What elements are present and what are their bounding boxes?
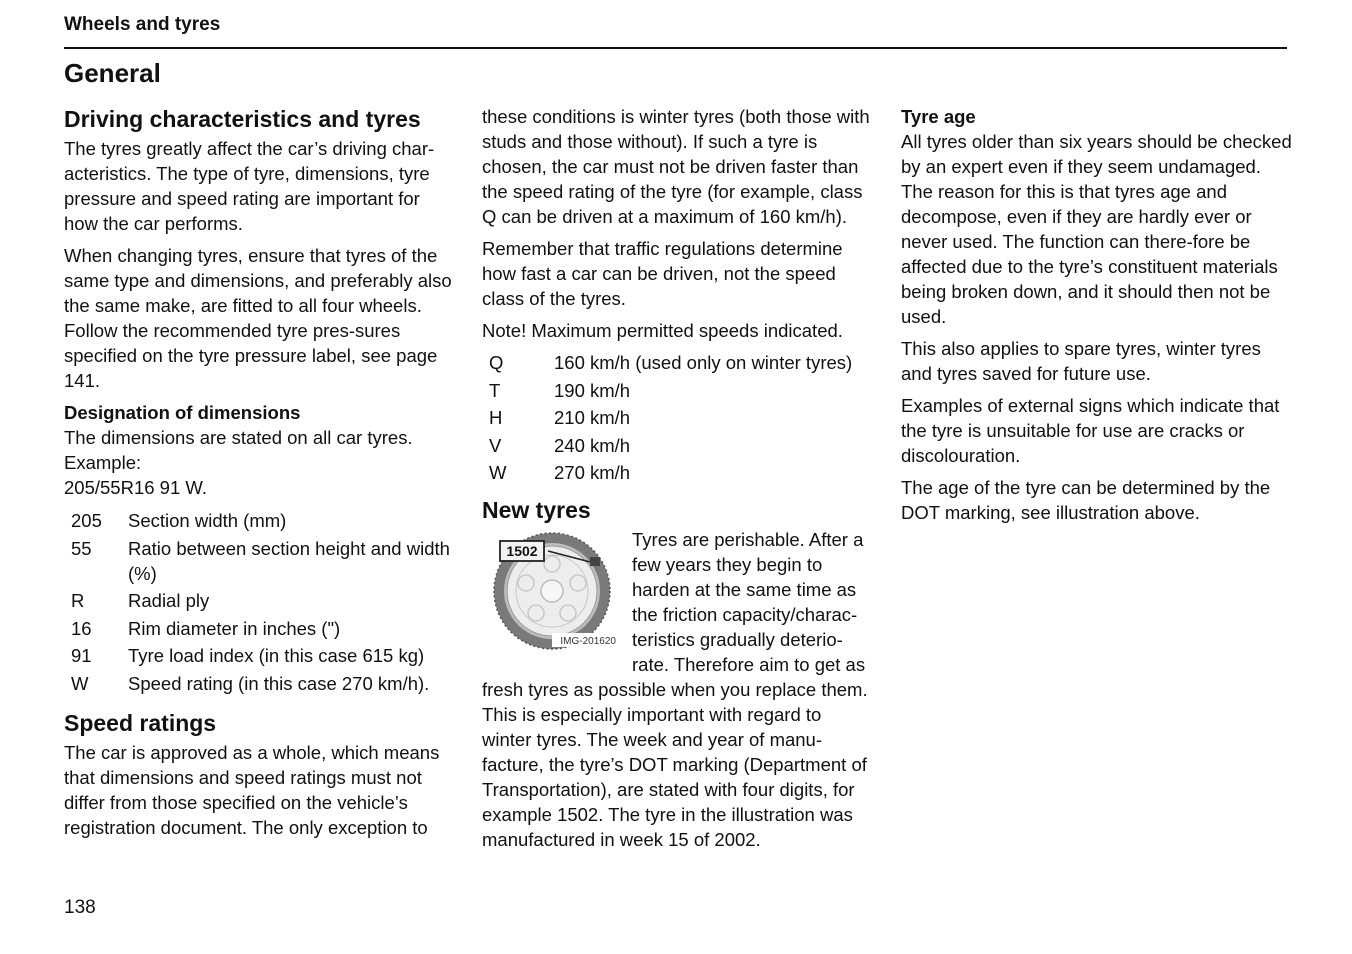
speed-class-letter: V bbox=[489, 434, 502, 456]
page-number: 138 bbox=[64, 897, 96, 918]
designation-intro bbox=[64, 425, 456, 500]
dimension-row bbox=[64, 616, 456, 641]
speed-class-letter: H bbox=[489, 407, 503, 428]
dimension-desc: Radial ply bbox=[128, 590, 210, 611]
dimension-list bbox=[64, 508, 456, 696]
image-id-label: IMG-201620 bbox=[560, 636, 616, 647]
dimension-row bbox=[64, 671, 456, 696]
dimension-desc: Section width (mm) bbox=[128, 510, 287, 531]
heading-speed-ratings: Speed ratings bbox=[64, 709, 217, 736]
speed-class-row bbox=[482, 405, 874, 430]
speed-class-row bbox=[482, 378, 874, 403]
dimension-row bbox=[64, 643, 456, 668]
paragraph-tyre-age-1: All tyres older than six years should be checked by an expert even if they seem undamaged. The reason for this is that tyres age and decompose, even if they are hardly ever or never used. The function can there-fore be affected due to the tyre’s constituent materials being broken down, and it should then not be used. bbox=[901, 131, 1292, 327]
dimension-row bbox=[64, 536, 456, 586]
dimension-code: R bbox=[71, 590, 85, 611]
column-2 bbox=[482, 104, 874, 859]
paragraph-tyre-age-2: This also applies to spare tyres, winter tyres and tyres saved for future use. bbox=[901, 338, 1261, 384]
speed-class-value: 240 km/h bbox=[554, 434, 631, 456]
paragraph-winter-exception: these conditions is winter tyres (both those with studs and those without). If such a tyre is chosen, the car must not be driven faster than the speed rating of the tyre (for example, class Q can be driven at a maximum of 160 km/h). bbox=[482, 106, 870, 227]
speed-class-letter: Q bbox=[489, 352, 504, 373]
dimension-desc: Tyre load index (in this case 615 kg) bbox=[128, 645, 425, 666]
column-3 bbox=[901, 104, 1293, 532]
heading-new-tyres: New tyres bbox=[482, 497, 591, 523]
paragraph-tyre-age-4: The age of the tyre can be determined by the DOT marking, see illustration above. bbox=[901, 477, 1271, 523]
heading-designation: Designation of dimensions bbox=[64, 402, 301, 423]
speed-class-letter: T bbox=[489, 379, 501, 401]
column-1 bbox=[64, 104, 456, 847]
speed-class-value: 210 km/h bbox=[554, 407, 631, 428]
speed-class-value: 190 km/h bbox=[554, 379, 631, 401]
designation-line: Example: bbox=[64, 452, 142, 473]
dot-code-label: 1502 bbox=[506, 543, 538, 559]
paragraph-traffic-regulations: Remember that traffic regulations determine how fast a car can be driven, not the speed class of the tyres. bbox=[482, 238, 843, 309]
dimension-row bbox=[64, 588, 456, 613]
dimension-code: W bbox=[71, 672, 89, 694]
paragraph-new-tyres: Tyres are perishable. After a few years they begin to harden at the same time as the friction capacity/charac-teristics gradually deterio-rate. Therefore aim to get as fresh tyres as possible when you replace them. This is especially important with regard to winter tyres. The week and year of manu-facture, the tyre’s DOT marking (Department of Transportation), are stated with four digits, for example 1502. The tyre in the illustration was manufactured in week 15 of 2002. bbox=[482, 529, 868, 850]
designation-line: The dimensions are stated on all car tyres. bbox=[64, 427, 413, 448]
dimension-desc: Speed rating (in this case 270 km/h). bbox=[128, 672, 430, 694]
speed-class-value: 160 km/h (used only on winter tyres) bbox=[554, 352, 853, 373]
dimension-code: 91 bbox=[71, 645, 92, 666]
speed-class-row bbox=[482, 433, 874, 458]
paragraph-tyre-age-3: Examples of external signs which indicate that the tyre is unsuitable for use are cracks or discolouration. bbox=[901, 395, 1280, 466]
speed-class-value: 270 km/h bbox=[554, 462, 631, 483]
speed-class-letter: W bbox=[489, 462, 507, 483]
heading-driving-characteristics: Driving characteristics and tyres bbox=[64, 106, 421, 132]
tyre-drawing bbox=[490, 529, 620, 653]
paragraph-driving-2: When changing tyres, ensure that tyres of the same type and dimensions, and preferably also the same make, are fitted to all four wheels. Follow the recommended tyre pres-sures specified on the tyre pressure label, see page 141. bbox=[64, 245, 452, 391]
running-head: Wheels and tyres bbox=[64, 14, 221, 35]
heading-tyre-age: Tyre age bbox=[901, 106, 976, 127]
speed-class-list bbox=[482, 350, 874, 485]
tyre-dot-illustration bbox=[490, 529, 620, 653]
dimension-desc: Ratio between section height and width (%) bbox=[128, 537, 450, 584]
page-title: General bbox=[64, 58, 161, 88]
header-rule bbox=[64, 47, 1287, 49]
dimension-code: 205 bbox=[71, 510, 102, 531]
paragraph-speed-ratings: The car is approved as a whole, which means that dimensions and speed ratings must not differ from those specified on the vehicle’s registration document. The only exception to bbox=[64, 741, 440, 838]
dimension-code: 55 bbox=[71, 537, 92, 559]
paragraph-driving-1: The tyres greatly affect the car’s driving char-acteristics. The type of tyre, dimensions, tyre pressure and speed rating are important for how the car performs. bbox=[64, 138, 435, 234]
note-max-speeds: Note! Maximum permitted speeds indicated. bbox=[482, 320, 843, 341]
dimension-code: 16 bbox=[71, 617, 92, 639]
dimension-row bbox=[64, 508, 456, 533]
speed-class-row bbox=[482, 460, 874, 485]
dimension-desc: Rim diameter in inches (") bbox=[128, 617, 341, 639]
speed-class-row bbox=[482, 350, 874, 375]
designation-example: 205/55R16 91 W. bbox=[64, 477, 207, 498]
